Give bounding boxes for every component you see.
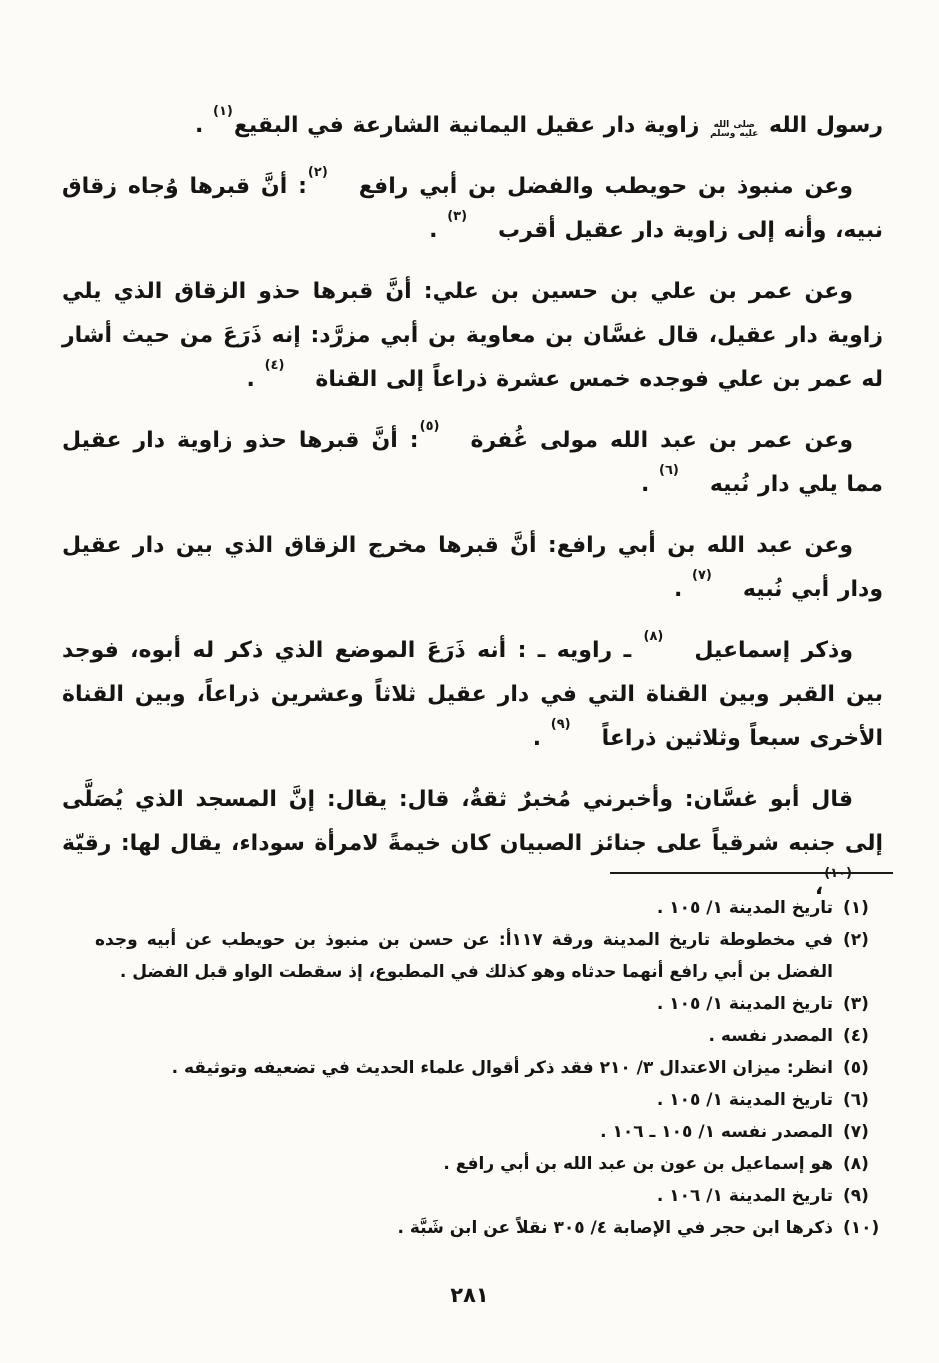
footnote-text: المصدر نفسه .	[708, 1026, 833, 1046]
paragraph: قال أبو غسَّان: وأخبرني مُخبرٌ ثقةٌ، قال: يقال: إنَّ المسجد الذي يُصَلَّى إلى جنبه شرقياً على جنائز الصبيان كان خيمةً لامرأة سوداء، يقال لها: رقيّة،	[62, 787, 883, 900]
footnote-marker: (٥)	[843, 1058, 869, 1078]
footnote-marker: (٧)	[843, 1122, 869, 1142]
footnote-row	[95, 924, 887, 988]
footnote-marker: (٦)	[843, 1090, 869, 1110]
paragraph: وعن عمر بن عبد الله مولى غُفرة$^{(٥)}$: أنَّ قبرها حذو زاوية دار عقيل مما يلي دار نُبيه$^{(٦)}$ .	[62, 418, 883, 497]
footnote-marker: (٢)	[843, 930, 869, 950]
footnote-text: تاريخ المدينة ١/ ١٠٦ .	[656, 1186, 833, 1206]
footnote-row	[95, 1052, 887, 1084]
footnote-marker: (٤)	[843, 1026, 869, 1046]
page-number: ٢٨١	[450, 1283, 489, 1307]
footnote-marker: (١)	[843, 898, 869, 918]
footnote-text: تاريخ المدينة ١/ ١٠٥ .	[656, 1090, 833, 1110]
footnote-row	[95, 1084, 887, 1116]
footnote-row	[95, 1020, 887, 1052]
footnotes-block	[95, 892, 887, 1244]
paragraph: وذكر إسماعيل$^{(٨)}$ ـ راويه ـ : أنه ذَرَعَ الموضع الذي ذكر له أبوه، فوجد بين القبر وبين القناة التي في دار عقيل ثلاثاً وعشرين ذراعاً، وبين القناة الأخرى سبعاً وثلاثين ذراعاً$^{(٩)}$ .	[62, 628, 883, 751]
saw-honorific-symbol: صلى الله عليه وسلم	[710, 119, 759, 139]
footnote-row	[95, 1212, 887, 1244]
footnote-text: تاريخ المدينة ١/ ١٠٥ .	[656, 994, 833, 1014]
footnote-text: في مخطوطة تاريخ المدينة ورقة ١١٧أ: عن حسن بن منبوذ بن حويطب عن أبيه وجده الفضل بن أبي رافع أنهما حدثاه وهو كذلك في المطبوع، إذ سقطت الواو قبل الفضل .	[95, 930, 833, 982]
footnote-row	[95, 1180, 887, 1212]
footnote-text: هو إسماعيل بن عون بن عبد الله بن أبي رافع .	[443, 1154, 833, 1174]
paragraph: وعن عمر بن علي بن حسين بن علي: أنَّ قبرها حذو الزقاق الذي يلي زاوية دار عقيل، قال غسَّان بن معاوية بن أبي مزرَّد: إنه ذَرَعَ من حيث أشار له عمر بن علي فوجده خمس عشرة ذراعاً إلى القناة$^{(٤)}$ .	[62, 279, 883, 392]
footnote-row	[95, 1148, 887, 1180]
footnote-separator	[610, 872, 893, 874]
paragraph: وعن عبد الله بن أبي رافع: أنَّ قبرها مخرج الزقاق الذي بين دار عقيل ودار أبي نُبيه$^{(٧)}$ .	[62, 533, 883, 602]
footnote-text: المصدر نفسه ١/ ١٠٥ ـ ١٠٦ .	[600, 1122, 833, 1142]
footnote-row	[95, 1116, 887, 1148]
paragraph: وعن منبوذ بن حويطب والفضل بن أبي رافع$^{(٢)}$: أنَّ قبرها وُجاه زقاق نبيه، وأنه إلى زاوية دار عقيل أقرب$^{(٣)}$ .	[62, 164, 883, 243]
footnote-marker: (٣)	[843, 994, 869, 1014]
footnote-marker: (٩)	[843, 1186, 869, 1206]
footnote-text: تاريخ المدينة ١/ ١٠٥ .	[656, 898, 833, 918]
main-text-block	[62, 104, 883, 927]
footnote-row	[95, 892, 887, 924]
footnote-text: ذكرها ابن حجر في الإصابة ٤/ ٣٠٥ نقلاً عن ابن شَبَّة .	[397, 1218, 833, 1238]
footnote-marker: (١٠)	[843, 1218, 880, 1238]
footnote-marker: (٨)	[843, 1154, 869, 1174]
paragraph: رسول الله صلى الله عليه وسلم زاوية دار عقيل اليمانية الشارعة في البقيع$^{(١)}$ .	[195, 103, 883, 139]
footnote-text: انظر: ميزان الاعتدال ٣/ ٢١٠ فقد ذكر أقوال علماء الحديث في تضعيفه وتوثيقه .	[171, 1058, 833, 1078]
footnote-row	[95, 988, 887, 1020]
